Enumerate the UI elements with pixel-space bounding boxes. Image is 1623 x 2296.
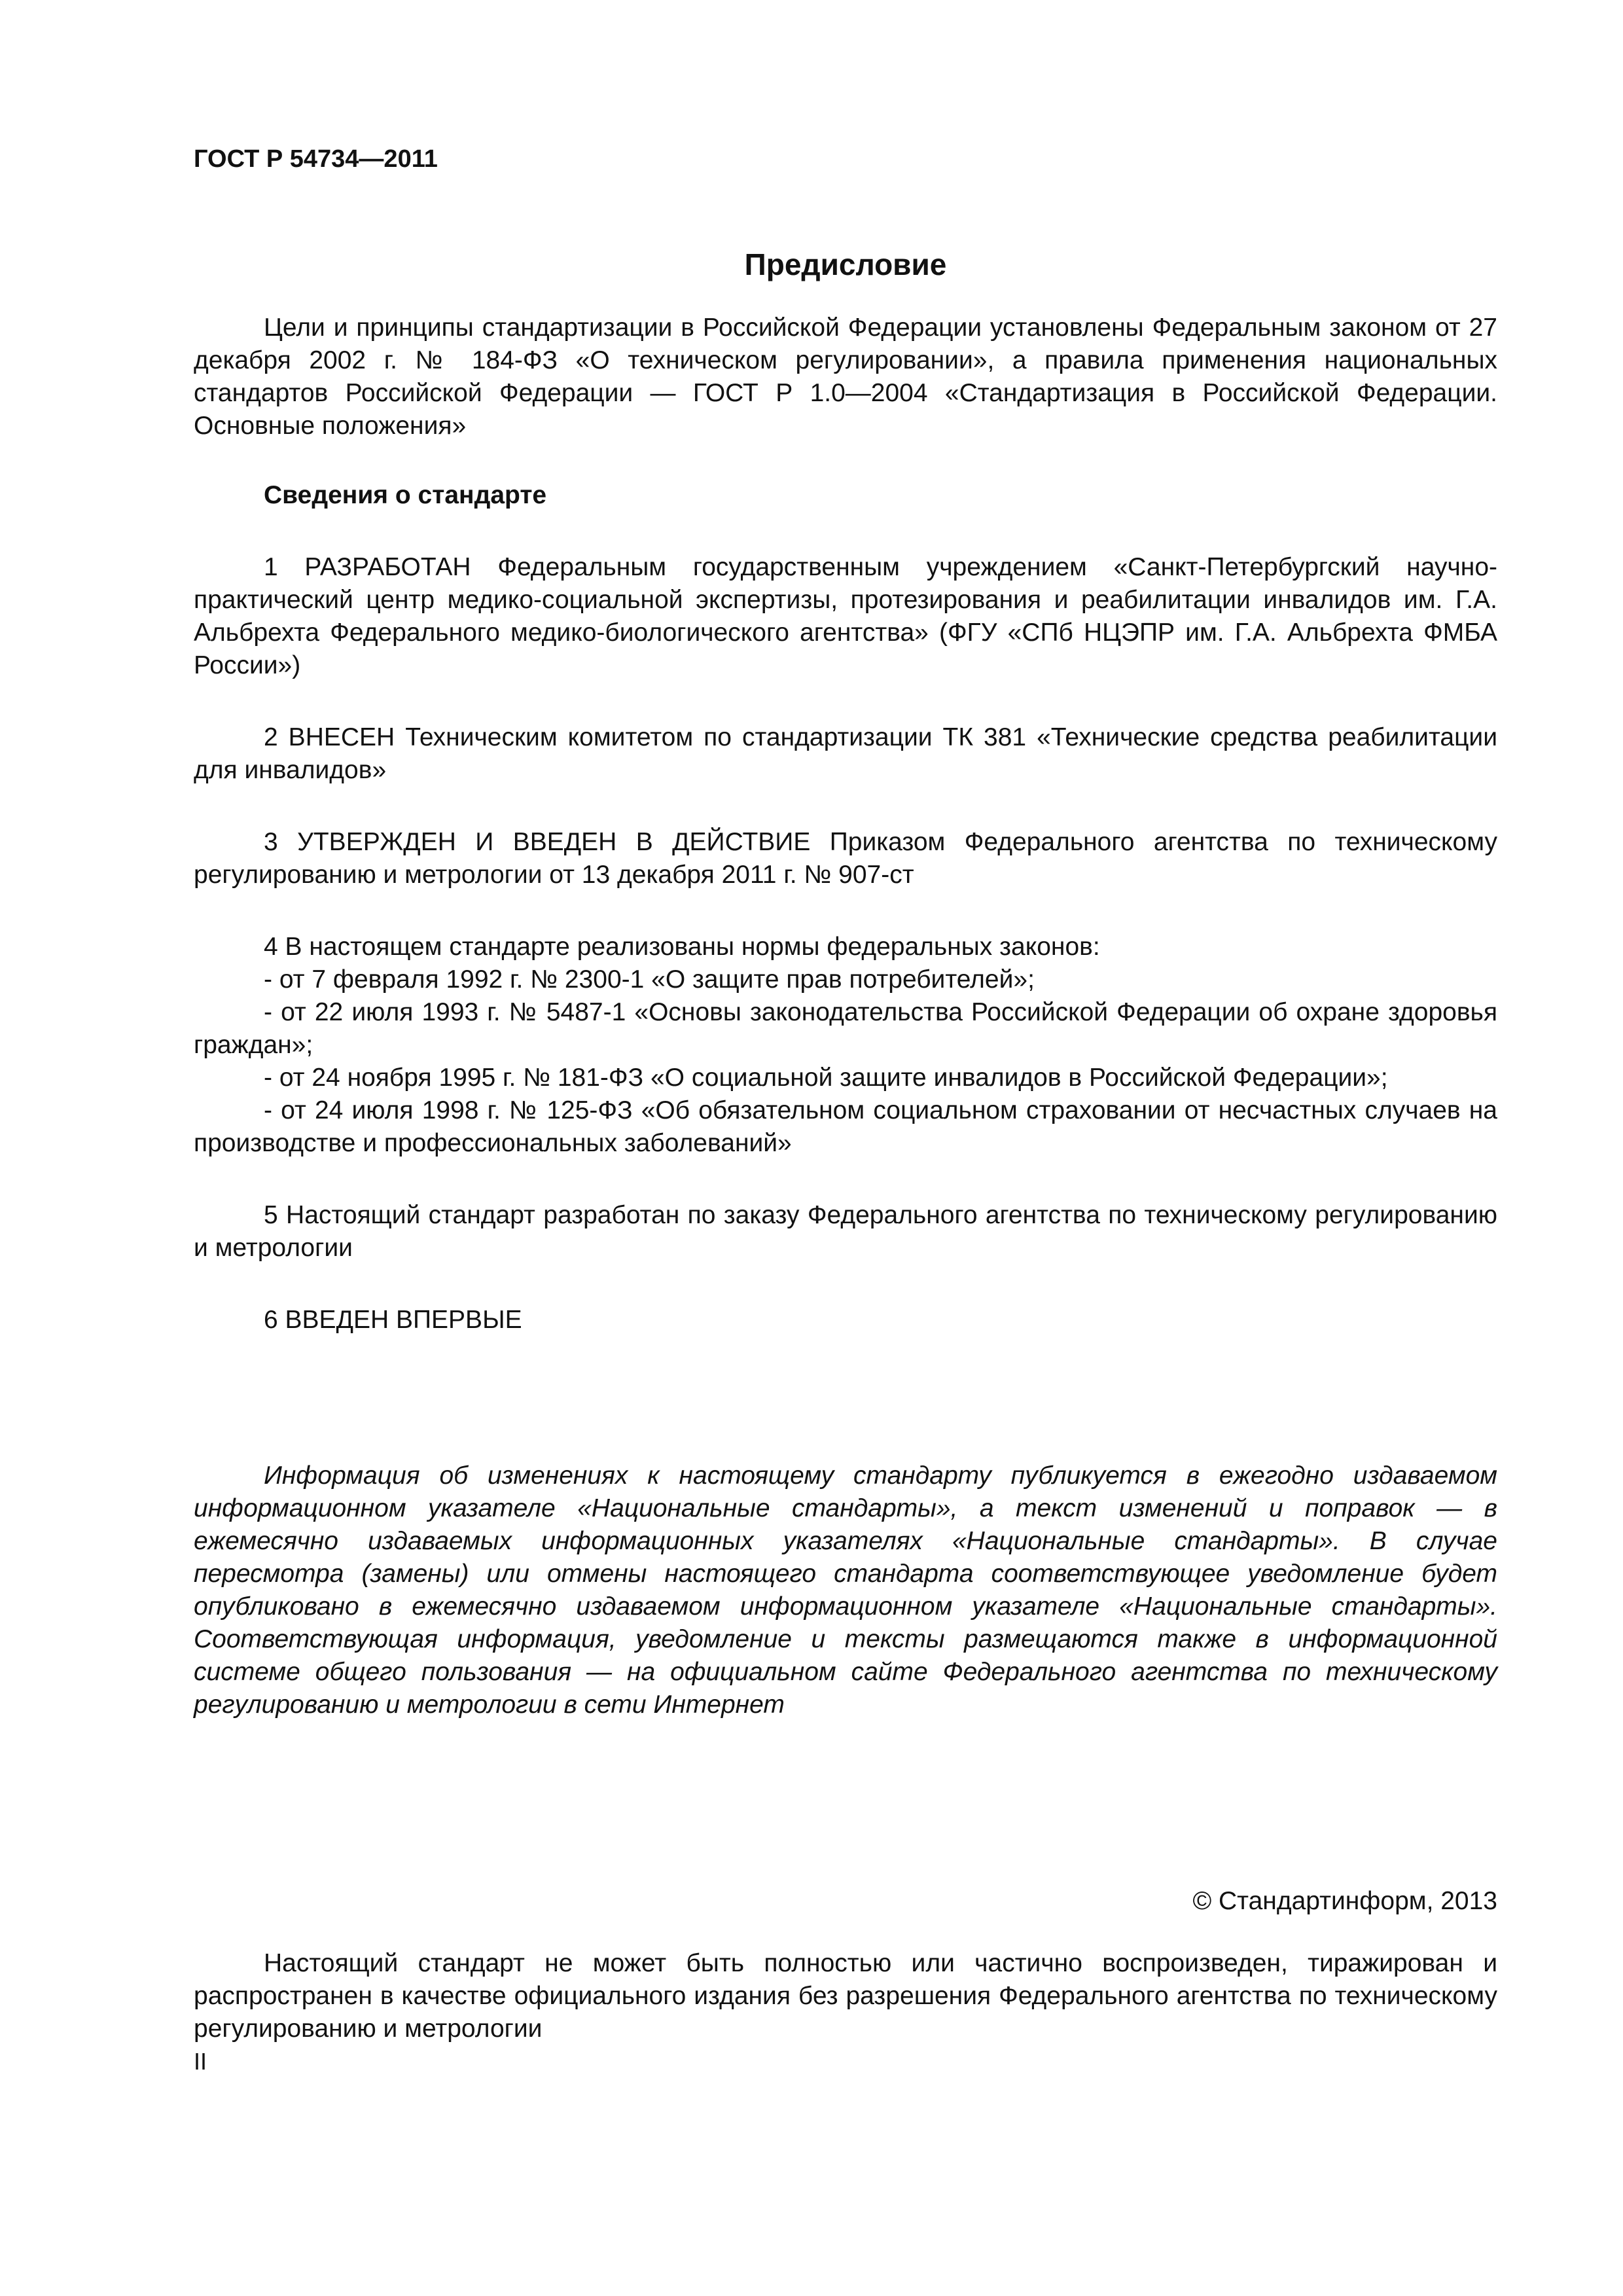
standard-info-heading: Сведения о стандарте: [264, 481, 547, 509]
info-item-5: 5 Настоящий стандарт разработан по заказу Федерального агентства по техническому регулированию и метрологии: [194, 1201, 1497, 1262]
changes-info-notice: Информация об изменениях к настоящему стандарту публикуется в ежегодно издаваемом информационном указателе «Национальные стандарты», а текст изменений и поправок — в ежемесячно издаваемых информационных указателях «Национальные стандарты». В случае пересмотра (замены) или отмены настоящего стандарта соответствующее уведомление будет опубликовано в ежемесячно издаваемом информационном указателе «Национальные стандарты». Соответствующая информация, уведомление и тексты размещаются также в информационной системе общего пользования — на официальном сайте Федерального агентства по техническому регулированию и метрологии в сети Интернет: [194, 1462, 1497, 1719]
reproduction-notice-block: [194, 1947, 1497, 2045]
reproduction-notice: Настоящий стандарт не может быть полностью или частично воспроизведен, тиражирован и распространен в качестве официального издания без разрешения Федерального агентства по техническому регулированию и метрологии: [194, 1949, 1497, 2043]
standard-code: ГОСТ Р 54734—2011: [194, 145, 438, 173]
document-page: [194, 144, 1497, 2075]
copyright-line: © Стандартинформ, 2013: [1192, 1887, 1497, 1915]
law-item: - от 24 ноября 1995 г. № 181-ФЗ «О социальной защите инвалидов в Российской Федерации»;: [264, 1064, 1388, 1092]
law-item: - от 24 июля 1998 г. № 125-ФЗ «Об обязательном социальном страховании от несчастных случаев на производстве и профессиональных заболеваний»: [194, 1096, 1497, 1157]
page-number: II: [194, 2048, 207, 2075]
info-item-6: 6 ВВЕДЕН ВПЕРВЫЕ: [264, 1306, 522, 1334]
info-item-4-intro: 4 В настоящем стандарте реализованы нормы федеральных законов:: [264, 933, 1100, 961]
info-item-3: 3 УТВЕРЖДЕН И ВВЕДЕН В ДЕЙСТВИЕ Приказом Федерального агентства по техническому регулированию и метрологии от 13 декабря 2011 г. № 907-ст: [194, 828, 1497, 889]
info-item-2: 2 ВНЕСЕН Техническим комитетом по стандартизации ТК 381 «Технические средства реабилитации для инвалидов»: [194, 723, 1497, 784]
law-item: - от 7 февраля 1992 г. № 2300-1 «О защите прав потребителей»;: [264, 965, 1035, 994]
info-item-1: 1 РАЗРАБОТАН Федеральным государственным учреждением «Санкт-Петербургский научно-практический центр медико-социальной экспертизы, протезирования и реабилитации инвалидов им. Г.А. Альбрехта Федерального медико-биологического агентства» (ФГУ «СПб НЦЭПР им. Г.А. Альбрехта ФМБА России»): [194, 553, 1497, 679]
law-item: - от 22 июля 1993 г. № 5487-1 «Основы законодательства Российской Федерации об охране здоровья граждан»;: [194, 998, 1497, 1059]
preface-title: Предисловие: [744, 247, 947, 281]
preface-intro: Цели и принципы стандартизации в Российской Федерации установлены Федеральным законом от 27 декабря 2002 г. № 184-ФЗ «О техническом регулировании», а правила применения национальных стандартов Российской Федерации — ГОСТ Р 1.0—2004 «Стандартизация в Российской Федерации. Основные положения»: [194, 314, 1497, 440]
